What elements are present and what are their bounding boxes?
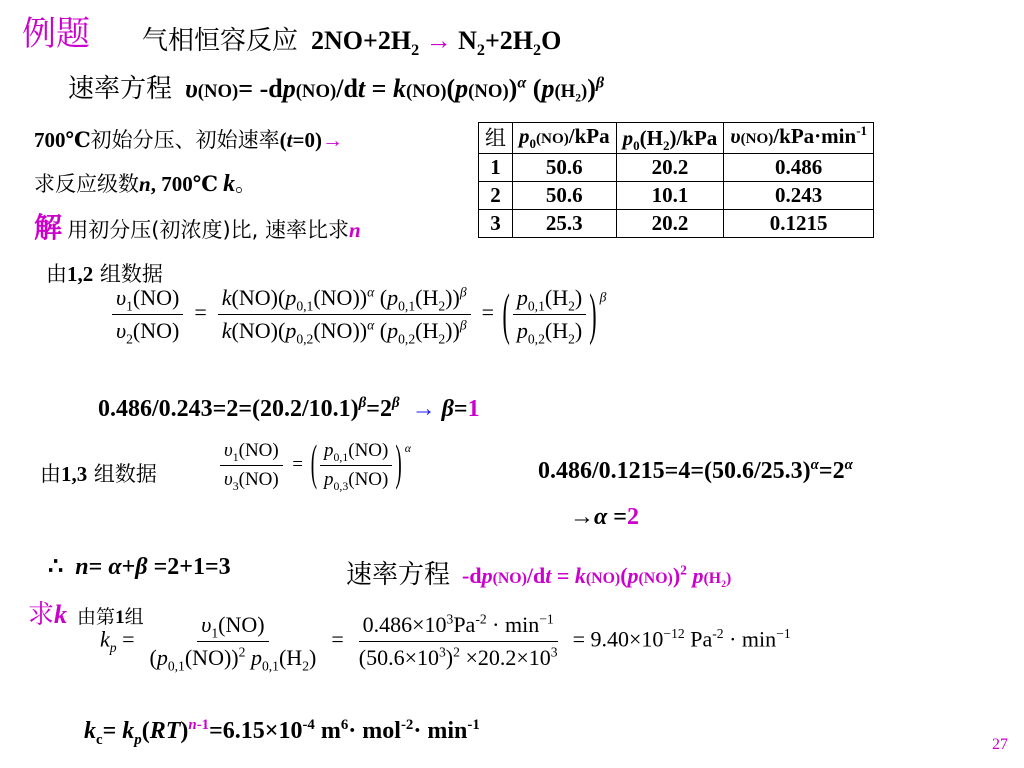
table-cell: 10.1 <box>616 182 724 210</box>
problem-text: 气相恒容反应 <box>142 26 299 56</box>
step2-conclusion: →α =2 <box>570 504 639 530</box>
table-cell: 0.1215 <box>724 210 874 238</box>
solution-label: 解 <box>34 211 63 244</box>
table-cell: 50.6 <box>513 154 617 182</box>
problem-statement: 气相恒容反应 $2NO+2H_2 \to N_2+2H_2O$ <box>142 26 562 60</box>
table-cell: 0.486 <box>724 154 874 182</box>
table-cell: 20.2 <box>616 154 724 182</box>
solution-line: 解 用初分压(初浓度)比, 速率比求n <box>34 211 361 244</box>
table-row <box>479 154 874 182</box>
kp-equation: $k_p$ = $\frac{\upsilon_1(NO)}{(p_{0,1}(NO))^2 p_{0,1}(H_2)}$ = $\frac{0.486\times 10^3Pa^{-2} \cdot \min^{-1}}{(50.6\times 10^3)^2 \times 20.2\times 10^3}$ = $9.40\times 10^{-12}$ $Pa^{-2} \cdot \min^{-1}$ <box>100 611 791 674</box>
ratio-equation-1: $\frac{\upsilon_1(NO)}{\upsilon_2(NO)}$ = $\frac{k(NO)(p_{0,1}(NO))^\alpha (p_{0,1}(H_2))^\beta}{k(NO)(p_{0,2}(NO))^\alpha (p_{0,2}(H_2))^\beta}$ = ( $\frac{p_{0,1}(H_2)}{p_{0,2}(H_2)}$ ) $^\beta$ <box>112 285 606 344</box>
table-cell: 50.6 <box>513 182 617 210</box>
table-cell: 3 <box>479 210 513 238</box>
rate-equation-line: 速率方程 $\upsilon(NO)= -dp(NO)/dt = k(NO)(p(NO))^\alpha$ $(p(H_2))^\beta$ <box>68 74 605 105</box>
step1-label: 由1,2 组数据 <box>46 262 163 286</box>
table-cell: 2 <box>479 182 513 210</box>
table-cell: 20.2 <box>616 210 724 238</box>
table-header-row <box>479 123 874 154</box>
ratio-equation-2: $\frac{\upsilon_1(NO)}{\upsilon_3(NO)}$ = ( $\frac{p_{0,1}(NO)}{p_{0,3}(NO)}$ ) $^\alpha$ <box>220 440 411 491</box>
kc-result: $k_c= k_p(RT)^{n-1}=6.15\times 10^{-4}$ $m^6\cdot mol^{-2}\cdot \min^{-1}$ <box>84 717 480 748</box>
step1-result: $0.486/0.243=2=(20.2/10.1)^\beta=2^\beta \to \beta=1$ <box>98 395 480 422</box>
table-header: $p_0(H_2)$/kPa <box>616 123 724 154</box>
final-rate-equation: 速率方程 $-dp(NO)/dt = k(NO)(p(NO))^2$ $p(H_2)$ <box>346 560 732 591</box>
table-row <box>479 182 874 210</box>
step2-label: 由1,3 组数据 <box>40 462 157 486</box>
step2-result: $0.486/0.1215=4=(50.6/25.3)^\alpha=2^\alpha$ <box>538 457 853 484</box>
k-calc-label: 求k 由第1组 <box>28 600 144 630</box>
page-number: 27 <box>992 736 1008 753</box>
table-header: $p_0(NO)$/kPa <box>513 123 617 154</box>
data-table <box>478 122 874 238</box>
table-header: $\upsilon(NO)/kPa\cdot\min^{-1}$ <box>724 123 874 154</box>
example-label: 例题 <box>22 14 90 54</box>
order-sum: ∴ n= α+β =2+1=3 <box>48 554 231 580</box>
table-header: 组 <box>479 123 513 154</box>
table-cell: 1 <box>479 154 513 182</box>
table-row <box>479 210 874 238</box>
table-cell: 25.3 <box>513 210 617 238</box>
given-line-1: 700℃初始分压、初始速率(t=0)→ <box>34 128 343 152</box>
table-cell: 0.243 <box>724 182 874 210</box>
given-line-2: 求反应级数n, 700℃ k。 <box>34 171 257 197</box>
rate-eq-label: 速率方程 <box>68 74 173 104</box>
